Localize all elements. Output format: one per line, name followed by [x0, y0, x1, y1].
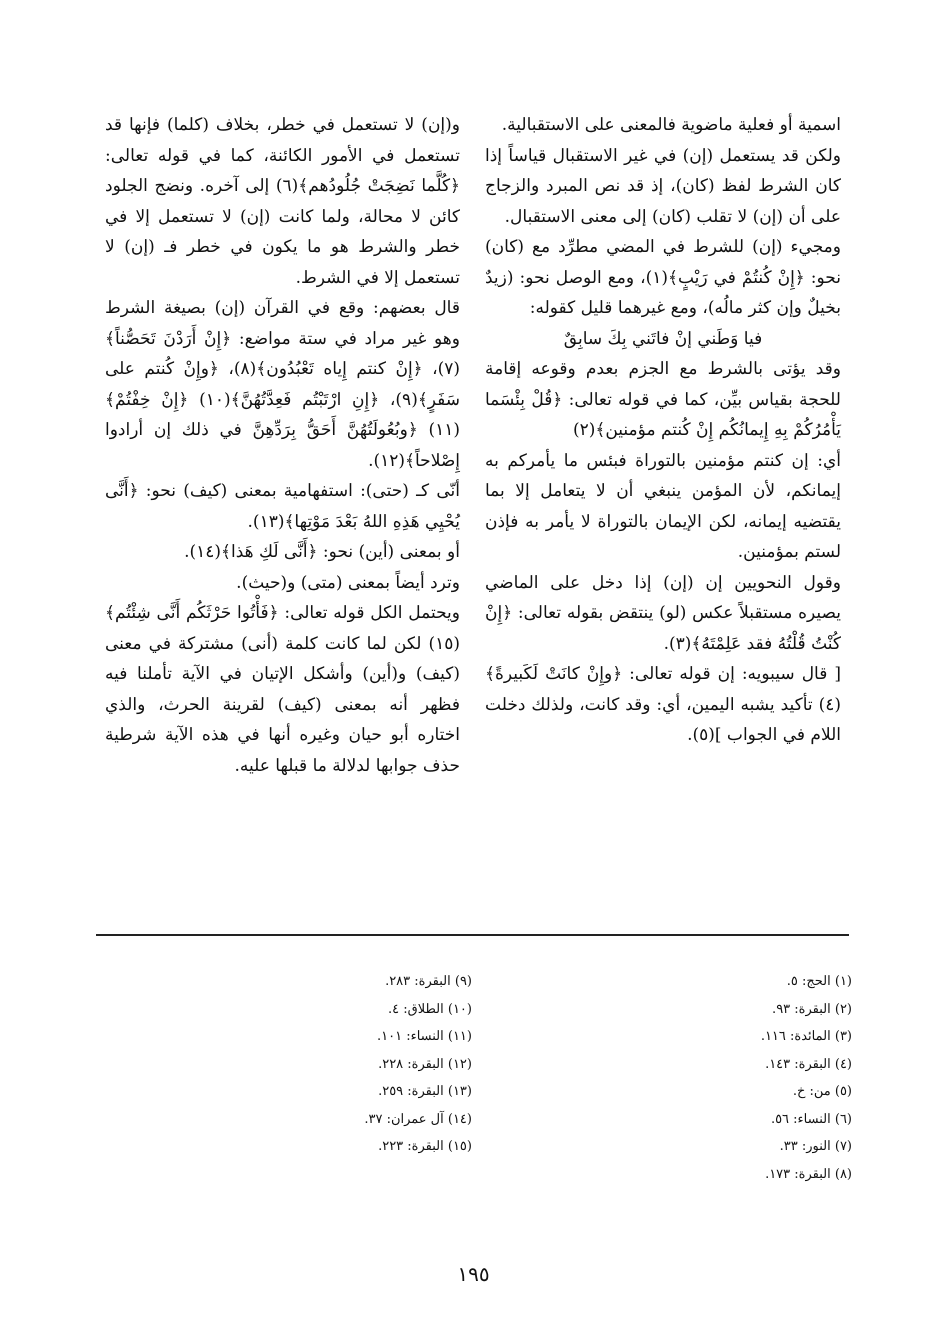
page-number: ١٩٥: [457, 1262, 490, 1286]
paragraph: قال بعضهم: وقع في القرآن (إن) بصيغة الشرط وهو غير مراد في ستة مواضع: ﴿إِنْ أَرَدْنَ تَحَصُّناً﴾(٧)، ﴿إِنْ كنتم إِياه تَعْبُدُون﴾(٨)، ﴿وإِنْ كُنتم على سَفَرٍ﴾(٩)، ﴿إِنِ ارْتَبْتُم فَعِدَّتُهُنَّ﴾(١٠) ﴿إِنْ خِفْتُمْ﴾(١١) ﴿وبُعُولَتُهُنَّ أَحَقُّ بِرَدِّهِنَّ في ذلك إن أرادوا إِصْلاحاً﴾(١٢).: [105, 298, 461, 471]
paragraph: وقول النحويين إن (إن) إذا دخل على الماضي يصيره مستقبلاً عكس (لو) ينتقض بقوله تعالى: ﴿إِنْ كُنْتُ قُلْتُهُ فقد عَلِمْتَهُ﴾(٣).: [485, 572, 841, 654]
text-column-left: [105, 110, 460, 781]
footnote: (١١) النساء: ١٠١.: [376, 1029, 472, 1044]
footnote: (١٤) آل عمران: ٣٧.: [364, 1111, 472, 1127]
paragraph: ومجيء (إن) للشرط في المضي مطرِّد مع (كان) نحو: ﴿إِنْ كُنتُمْ في رَيْبٍ﴾(١)، ومع الوصل نحو: (زيدٌ بخيلٌ وإن كثر مالُه)، ومع غيرهما قليل كقوله:: [485, 237, 841, 318]
footnote: (٥) من: خ.: [792, 1084, 852, 1099]
paragraph: أو بمعنى (أين) نحو: ﴿أَنَّى لَكِ هَذا﴾(١٤).: [184, 542, 460, 562]
paragraph: وقد يؤتى بالشرط مع الجزم بعدم وقوعه إقامة للحجة بقياس بيِّن، كما في قوله تعالى: ﴿قُلْ بِئْسَما يَأْمُرُكُمْ بِهِ إِيمانُكُم إِنْ كُنتم مؤمنين﴾(٢): [485, 359, 841, 440]
footnotes-right: [590, 968, 852, 1188]
text-column-right: [485, 110, 841, 751]
paragraph: وترد أيضاً بمعنى (متى) و(حيث).: [236, 572, 460, 593]
footnote: (١٥) البقرة: ٢٢٣.: [378, 1139, 472, 1154]
paragraph: [ قال سيبويه: إن قوله تعالى: ﴿وإِنْ كانَتْ لَكَبيرةً﴾(٤) تأكيد يشبه اليمين، أي: وقد كانت، ولذلك دخلت اللام في الجواب ](٥).: [485, 664, 841, 745]
footnote: (٩) البقرة: ٢٨٣.: [385, 974, 472, 989]
poetry-verse: فيا وَطَني إنْ فاتَني بِكَ سابِقٌ: [563, 328, 763, 349]
footnote-divider: [96, 934, 849, 936]
footnote: (٤) البقرة: ١٤٣.: [765, 1056, 852, 1072]
footnote: (١٠) الطلاق: ٤.: [388, 1001, 472, 1017]
paragraph: ويحتمل الكل قوله تعالى: ﴿فَأْتُوا حَرْثَكُم أَنَّى شِئْتُم﴾(١٥) لكن لما كانت كلمة (أنى) مشتركة في معنى (كيف) و(أين) وأشكل الإتيان في الآية تأملنا فيه فظهر أنه بمعنى (كيف) لقرينة الحرث، والذي اختاره أبو حيان وغيره أنها في هذه الآية شرطية حذف جوابها لدلالة ما قبلها عليه.: [105, 603, 460, 776]
footnote: (٢) البقرة: ٩٣.: [772, 1001, 852, 1017]
footnote: (٧) النور: ٣٣.: [779, 1139, 852, 1154]
footnote: (٣) المائدة: ١١٦.: [760, 1029, 852, 1044]
footnotes-left: [250, 968, 472, 1161]
paragraph: اسمية أو فعلية ماضوية فالمعنى على الاستقبالية.: [501, 115, 841, 135]
paragraph: أي: إن كنتم مؤمنين بالتوراة فبئس ما يأمركم به إيمانكم، لأن المؤمن ينبغي أن لا يتعامل إلا بما يقتضيه إيمانه، لكن الإيمان بالتوراة لا يأمر به فإذن لستم بمؤمنين.: [485, 450, 841, 562]
paragraph: أنّى كـ (حتى): استفهامية بمعنى (كيف) نحو: ﴿أَنَّى يُحْيِي هَذِهِ اللهُ بَعْدَ مَوْتِها﴾(١٣).: [105, 481, 460, 532]
footnote: (١٣) البقرة: ٢٥٩.: [378, 1084, 472, 1099]
footnote: (١٢) البقرة: ٢٢٨.: [378, 1056, 472, 1072]
paragraph: ولكن قد يستعمل (إن) في غير الاستقبال قياساً إذا كان الشرط لفظ (كان)، إذ قد نص المبرد والزجاج على أن (إن) لا تقلب (كان) إلى معنى الاستقبال.: [485, 145, 841, 227]
footnote: (١) الحج: ٥.: [786, 974, 852, 989]
footnote: (٦) النساء: ٥٦.: [770, 1111, 852, 1127]
footnote: (٨) البقرة: ١٧٣.: [765, 1166, 852, 1182]
paragraph: و(إن) لا تستعمل في خطر، بخلاف (كلما) فإنها قد تستعمل في الأمور الكائنة، كما في قوله تعالى: ﴿كُلَّما نَضِجَتْ جُلُودُهم﴾(٦) إلى آخره. ونضج الجلود كائن لا محالة، ولما كانت (إن) لا تستعمل إلا في خطر والشرط هو ما يكون في خطر فـ (إن) لا تستعمل إلا في الشرط.: [105, 115, 461, 288]
